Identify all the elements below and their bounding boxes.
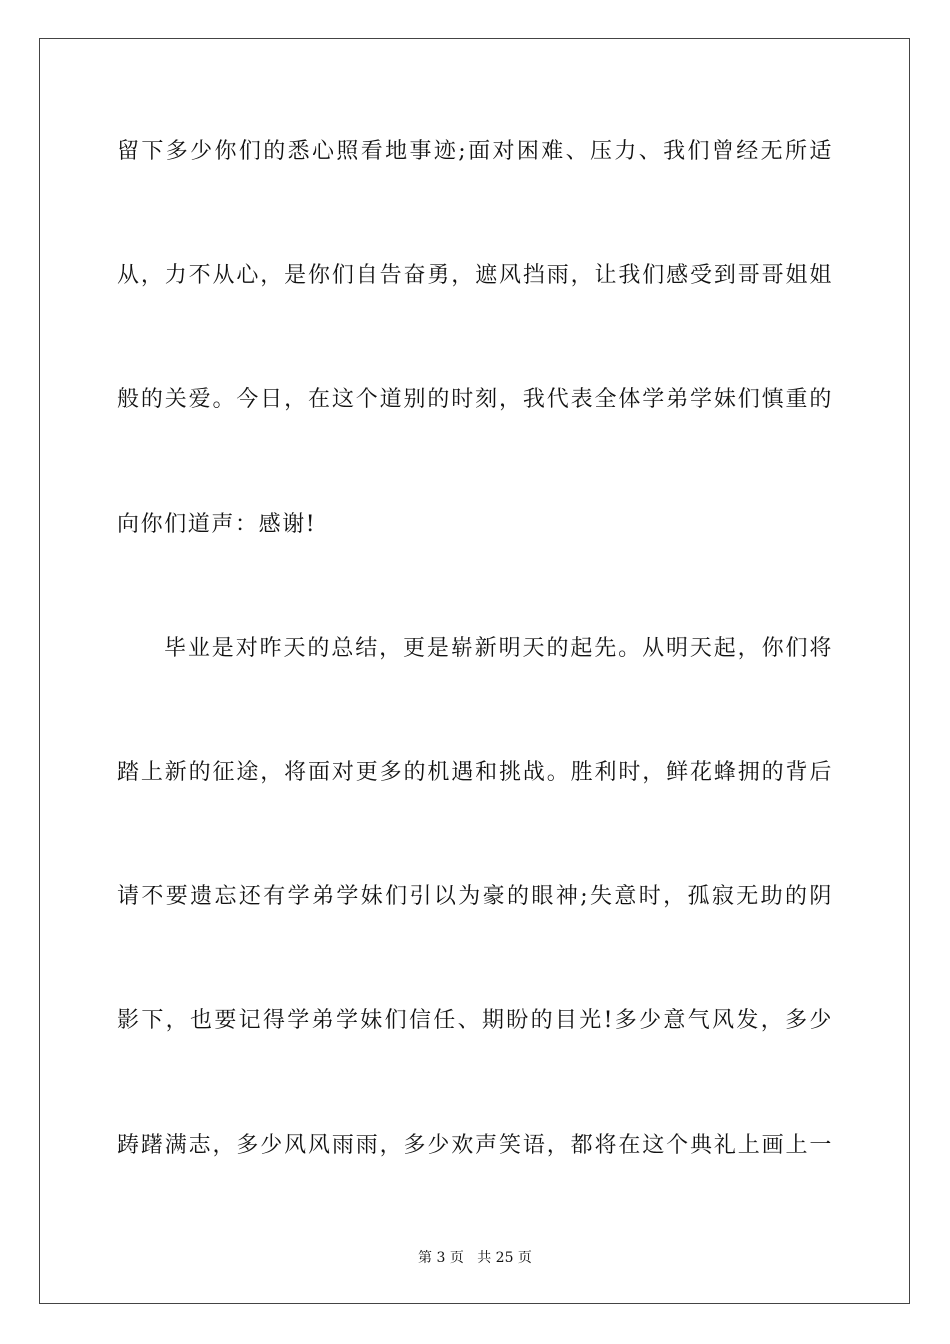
document-body bbox=[117, 124, 833, 1242]
page-number: 第 3 页 bbox=[418, 1250, 464, 1266]
text-line: 向你们道声：感谢! bbox=[117, 511, 317, 537]
page-footer bbox=[0, 1247, 950, 1267]
text-line: 从，力不从心，是你们自告奋勇，遮风挡雨，让我们感受到哥哥姐姐 bbox=[117, 263, 833, 289]
text-line: 影下，也要记得学弟学妹们信任、期盼的目光!多少意气风发，多少 bbox=[117, 1008, 833, 1034]
text-line: 留下多少你们的悉心照看地事迹;面对困难、压力、我们曾经无所适 bbox=[117, 139, 833, 164]
text-line: 般的关爱。今日，在这个道别的时刻，我代表全体学弟学妹们慎重的 bbox=[117, 387, 833, 413]
text-line-indented: 毕业是对昨天的总结，更是崭新明天的起先。从明天起，你们将 bbox=[164, 635, 833, 661]
page-total: 共 25 页 bbox=[477, 1250, 532, 1266]
text-line: 踌躇满志，多少风风雨雨，多少欢声笑语，都将在这个典礼上画上一 bbox=[117, 1132, 833, 1158]
text-line: 请不要遗忘还有学弟学妹们引以为豪的眼神;失意时，孤寂无助的阴 bbox=[117, 884, 833, 910]
text-line: 踏上新的征途，将面对更多的机遇和挑战。胜利时，鲜花蜂拥的背后 bbox=[117, 759, 833, 785]
